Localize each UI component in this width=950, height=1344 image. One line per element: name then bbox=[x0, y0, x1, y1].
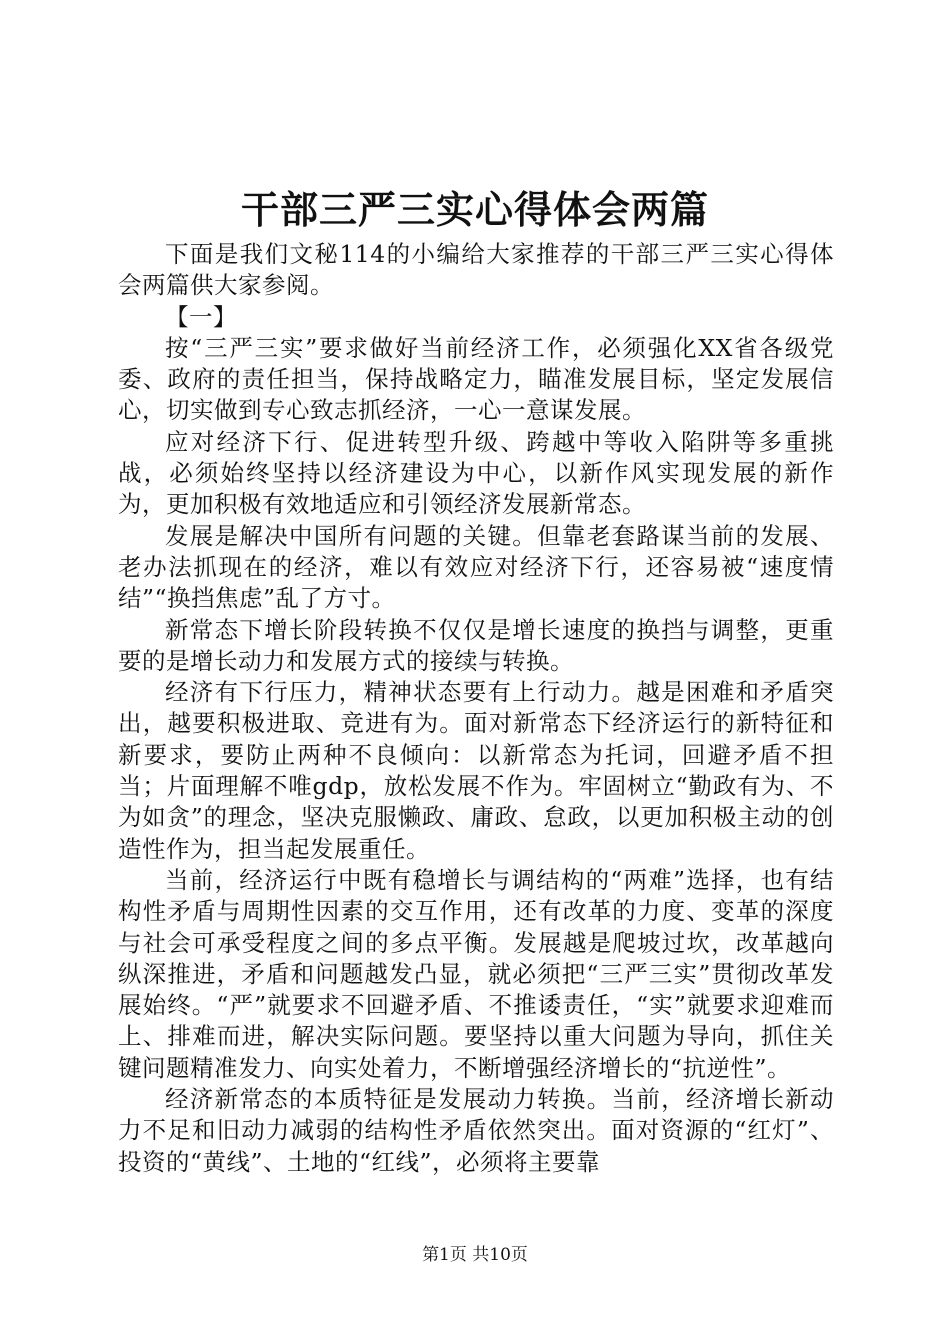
paragraph: 经济新常态的本质特征是发展动力转换。当前，经济增长新动力不足和旧动力减弱的结构性矛盾依然突出。面对资源的“红灯”、投资的“黄线”、土地的“红线”，必须将主要靠 bbox=[118, 1085, 834, 1176]
document-title: 干部三严三实心得体会两篇 bbox=[240, 187, 709, 232]
paragraph-intro: 下面是我们文秘114的小编给大家推荐的干部三严三实心得体会两篇供大家参阅。 bbox=[118, 240, 834, 300]
document-body bbox=[118, 239, 834, 1178]
paragraph: 发展是解决中国所有问题的关键。但靠老套路谋当前的发展、老办法抓现在的经济，难以有效应对经济下行，还容易被“速度情结”“换挡焦虑”乱了方寸。 bbox=[118, 521, 834, 613]
paragraph: 新常态下增长阶段转换不仅仅是增长速度的换挡与调整，更重要的是增长动力和发展方式的接续与转换。 bbox=[118, 615, 834, 675]
page-number-footer: 第1页 共10页 bbox=[422, 1245, 528, 1265]
paragraph: 应对经济下行、促进转型升级、跨越中等收入陷阱等多重挑战，必须始终坚持以经济建设为中心，以新作风实现发展的新作为，更加积极有效地适应和引领经济发展新常态。 bbox=[118, 427, 834, 519]
paragraph: 当前，经济运行中既有稳增长与调结构的“两难”选择，也有结构性矛盾与周期性因素的交互作用，还有改革的力度、变革的深度与社会可承受程度之间的多点平衡。发展越是爬坡过坎，改革越向纵深推进，矛盾和问题越发凸显，就必须把“三严三实”贯彻改革发展始终。“严”就要求不回避矛盾、不推诿责任，“实”就要求迎难而上、排难而进，解决实际问题。要坚持以重大问题为导向，抓住关键问题精准发力、向实处着力，不断增强经济增长的“抗逆性”。 bbox=[118, 865, 834, 1082]
section-heading-one: 【一】 bbox=[165, 302, 237, 331]
paragraph: 按“三严三实”要求做好当前经济工作，必须强化XX省各级党委、政府的责任担当，保持战略定力，瞄准发展目标，坚定发展信心，切实做到专心致志抓经济，一心一意谋发展。 bbox=[118, 333, 834, 425]
paragraph: 经济有下行压力，精神状态要有上行动力。越是困难和矛盾突出，越要积极进取、竞进有为。面对新常态下经济运行的新特征和新要求，要防止两种不良倾向：以新常态为托词，回避矛盾不担当；片面理解不唯gdp，放松发展不作为。牢固树立“勤政有为、不为如贪”的理念，坚决克服懒政、庸政、怠政，以更加积极主动的创造性作为，担当起发展重任。 bbox=[118, 678, 834, 863]
